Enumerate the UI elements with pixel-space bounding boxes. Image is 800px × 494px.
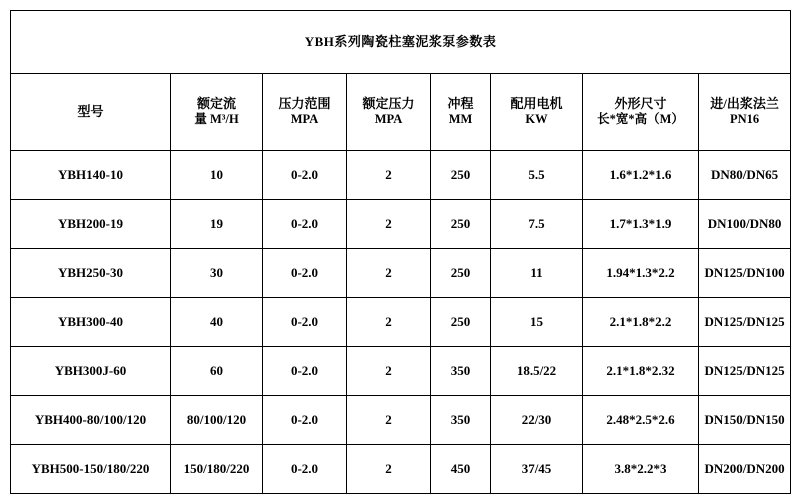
column-header-model [11,74,171,151]
cell-motor: 15 [491,298,583,347]
cell-flow: 40 [171,298,263,347]
cell-rated-pressure: 2 [347,445,431,494]
table-row [11,249,791,298]
column-header-pressure-range [263,74,347,151]
cell-motor: 37/45 [491,445,583,494]
specification-table [10,10,791,494]
cell-stroke: 250 [431,200,491,249]
cell-model: YBH300-40 [11,298,171,347]
table-row [11,347,791,396]
cell-pressure-range: 0-2.0 [263,200,347,249]
cell-pressure-range: 0-2.0 [263,151,347,200]
cell-rated-pressure: 2 [347,298,431,347]
cell-model: YBH300J-60 [11,347,171,396]
cell-motor: 18.5/22 [491,347,583,396]
cell-flow: 80/100/120 [171,396,263,445]
cell-flange: DN125/DN125 [699,347,791,396]
cell-model: YBH400-80/100/120 [11,396,171,445]
column-header-stroke [431,74,491,151]
column-header-motor-line1: 配用电机 [510,96,563,112]
cell-rated-pressure: 2 [347,347,431,396]
cell-stroke: 350 [431,396,491,445]
column-header-model-line1: 型号 [77,103,104,119]
cell-dimensions: 3.8*2.2*3 [583,445,699,494]
cell-stroke: 450 [431,445,491,494]
table-row [11,445,791,494]
column-header-flange-line2: PN16 [729,112,760,127]
cell-dimensions: 1.7*1.3*1.9 [583,200,699,249]
cell-flange: DN125/DN125 [699,298,791,347]
cell-dimensions: 2.1*1.8*2.2 [583,298,699,347]
cell-motor: 5.5 [491,151,583,200]
cell-flange: DN100/DN80 [699,200,791,249]
table-row [11,298,791,347]
column-header-flange [699,74,791,151]
column-header-rated-pressure [347,74,431,151]
cell-flange: DN125/DN100 [699,249,791,298]
cell-rated-pressure: 2 [347,151,431,200]
column-header-dimensions-line2: 长*宽*高（M） [597,112,684,127]
cell-pressure-range: 0-2.0 [263,396,347,445]
cell-stroke: 350 [431,347,491,396]
column-header-motor [491,74,583,151]
cell-model: YBH140-10 [11,151,171,200]
cell-stroke: 250 [431,249,491,298]
cell-flow: 60 [171,347,263,396]
cell-rated-pressure: 2 [347,249,431,298]
column-header-motor-line2: KW [525,112,548,127]
title-row [11,11,791,74]
cell-pressure-range: 0-2.0 [263,249,347,298]
cell-motor: 22/30 [491,396,583,445]
cell-flange: DN80/DN65 [699,151,791,200]
cell-motor: 7.5 [491,200,583,249]
cell-flow: 19 [171,200,263,249]
cell-flow: 150/180/220 [171,445,263,494]
cell-model: YBH250-30 [11,249,171,298]
cell-stroke: 250 [431,151,491,200]
cell-stroke: 250 [431,298,491,347]
cell-model: YBH500-150/180/220 [11,445,171,494]
cell-pressure-range: 0-2.0 [263,298,347,347]
cell-dimensions: 1.6*1.2*1.6 [583,151,699,200]
cell-flange: DN200/DN200 [699,445,791,494]
column-header-stroke-line2: MM [448,112,473,127]
table-row [11,200,791,249]
column-header-rated-pressure-line1: 额定压力 [362,96,415,112]
cell-rated-pressure: 2 [347,200,431,249]
table-row [11,151,791,200]
cell-flow: 10 [171,151,263,200]
cell-model: YBH200-19 [11,200,171,249]
cell-dimensions: 2.48*2.5*2.6 [583,396,699,445]
table-header-row [11,74,791,151]
column-header-dimensions [583,74,699,151]
cell-dimensions: 2.1*1.8*2.32 [583,347,699,396]
cell-pressure-range: 0-2.0 [263,445,347,494]
cell-flange: DN150/DN150 [699,396,791,445]
cell-pressure-range: 0-2.0 [263,347,347,396]
column-header-stroke-line1: 冲程 [447,96,474,112]
column-header-flow [171,74,263,151]
column-header-pressure-range-line1: 压力范围 [278,96,331,112]
cell-dimensions: 1.94*1.3*2.2 [583,249,699,298]
cell-rated-pressure: 2 [347,396,431,445]
page-title: YBH系列陶瓷柱塞泥浆泵参数表 [11,11,791,74]
column-header-flow-line2: 量 M³/H [194,112,239,127]
column-header-dimensions-line1: 外形尺寸 [614,96,667,112]
table-row [11,396,791,445]
column-header-rated-pressure-line2: MPA [374,112,403,127]
column-header-flow-line1: 额定流 [196,96,236,112]
column-header-pressure-range-line2: MPA [290,112,319,127]
cell-motor: 11 [491,249,583,298]
cell-flow: 30 [171,249,263,298]
column-header-flange-line1: 进/出浆法兰 [710,96,779,112]
